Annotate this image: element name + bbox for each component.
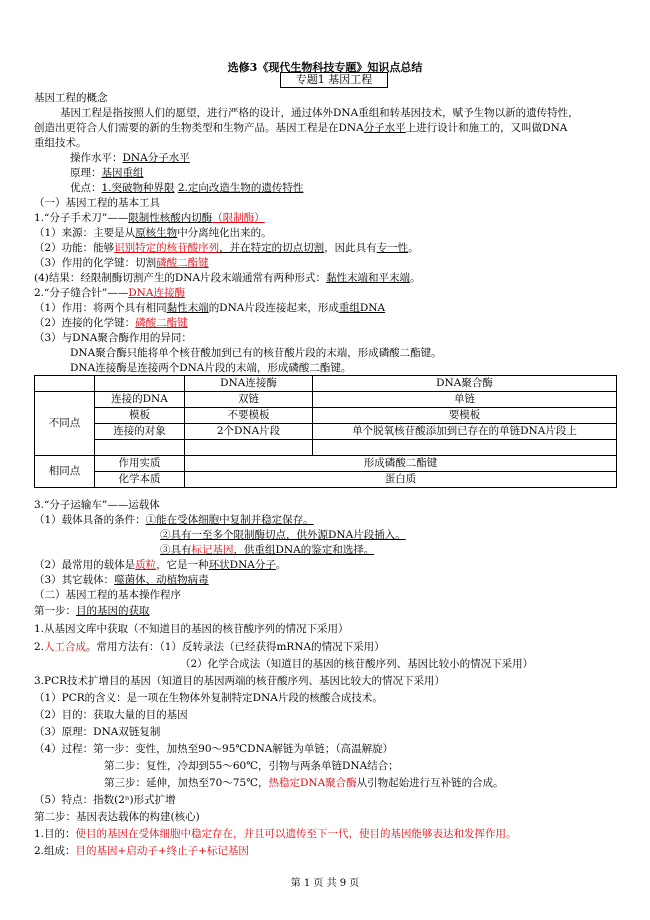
underlined-term: 重组DNA — [338, 302, 386, 314]
table-cell: 2个DNA片段 — [185, 424, 313, 440]
highlighted-term: 热稳定DNA聚合酶 — [268, 777, 357, 789]
paragraph-line: DNA连接酶是连接两个DNA片段的末端，形成磷酸二酯键。 — [70, 362, 352, 374]
table-header: DNA聚合酶 — [313, 376, 617, 392]
table-cell: 要模板 — [313, 408, 617, 424]
highlighted-term: 质粒 — [135, 559, 157, 571]
text: 1.“分子手术刀”—— — [34, 212, 129, 224]
topic-box: 专题1 基因工程 — [280, 72, 388, 88]
list-item — [34, 211, 265, 225]
highlighted-term: 人工合成 — [44, 641, 87, 653]
underlined-term: ，并在特定的切点切割 — [219, 242, 325, 254]
list-item — [34, 271, 421, 285]
list-item: （4）过程：第一步：变性，加热至90～95℃DNA解链为单链；（高温解旋） — [34, 743, 394, 755]
definition-line — [70, 166, 144, 180]
table-cell: 单链 — [313, 392, 617, 408]
text: 第三步：延伸，加热至70～75℃， — [104, 777, 269, 789]
list-item — [34, 573, 209, 587]
list-item: 1.从基因文库中获取（不知道目的基因的核苷酸序列的情况下采用） — [34, 623, 349, 635]
underlined-term: 分子水平 — [363, 122, 406, 134]
underlined-term: 环状DNA分子 — [208, 559, 276, 571]
table-row — [35, 408, 617, 424]
document-title: 选修3《现代生物科技专题》知识点总结 — [227, 61, 423, 74]
table-cell — [313, 440, 617, 456]
list-item — [34, 316, 188, 330]
list-item: （2）目的：获取大量的目的基因 — [34, 709, 188, 721]
text: 2.“分子缝合针”—— — [34, 287, 129, 299]
table-cell: 双链 — [185, 392, 313, 408]
list-item — [160, 543, 374, 557]
highlighted-term: 使目的基因在受体细胞中稳定存在，并且可以遗传至下一代，使目的基因能够表达和发挥作用。 — [75, 828, 517, 840]
comparison-table — [34, 375, 617, 488]
table-cell: 作用实质 — [95, 456, 185, 472]
text: 1.目的： — [34, 828, 76, 840]
text: ③具有 — [160, 544, 192, 556]
text: 。 — [275, 559, 287, 571]
list-item: 第二步：复性，冷却到55～60℃，引物与两条单链DNA结合； — [104, 760, 399, 772]
definition-line — [70, 181, 303, 195]
text: 创造出更符合人们需要的新的生物类型和生物产品。基因工程是在DNA — [34, 122, 364, 134]
list-item: （1）PCR的含义：是一项在生物体外复制特定DNA片段的核酸合成技术。 — [34, 692, 383, 704]
table-row — [35, 376, 617, 392]
table-cell — [35, 376, 95, 392]
page-footer: 第 1 页 共 9 页 — [290, 878, 360, 889]
underlined-term: 限制性核酸内切酶 — [128, 212, 213, 224]
text: 2. — [34, 641, 45, 653]
step-heading — [34, 604, 150, 618]
table-cell: 不要模板 — [185, 408, 313, 424]
table-header: DNA连接酶 — [185, 376, 313, 392]
text: 2.组成： — [34, 845, 76, 857]
list-item: （5）特点：指数(2ⁿ)形式扩增 — [34, 794, 176, 806]
table-cell: 化学本质 — [95, 472, 185, 488]
highlighted-term: 识别特定的核苷酸序列 — [114, 242, 220, 254]
highlighted-term: 磷酸二酯键 — [135, 317, 188, 329]
highlighted-term: （限制酶） — [212, 212, 265, 224]
list-item — [34, 241, 419, 255]
underlined-term: 基因重组 — [101, 167, 144, 179]
underlined-term: 黏性末端和平末端 — [326, 272, 411, 284]
underlined-term: DNA分子水平 — [122, 152, 190, 164]
text: 。 — [410, 272, 421, 284]
definition-line — [70, 151, 190, 165]
list-item — [34, 226, 272, 240]
underlined-term: 目的基因的获取 — [76, 605, 150, 617]
row-group-label: 相同点 — [35, 456, 95, 488]
underlined-term: 噬菌体、动植物病毒 — [114, 574, 209, 586]
text: ，因此具有 — [324, 242, 377, 254]
text: （2）最常用的载体是 — [34, 559, 136, 571]
highlighted-term: 磷酸二酯键 — [156, 257, 209, 269]
text: 中分离纯化出来的。 — [177, 227, 272, 239]
list-item — [34, 827, 517, 841]
table-cell: 连接的DNA — [95, 392, 185, 408]
label: 操作水平： — [70, 152, 123, 164]
list-item — [34, 301, 385, 315]
text: （3）作用的化学键：切割 — [34, 257, 157, 269]
paragraph-line: 基因工程是指按照人们的愿望，进行严格的设计，通过体外DNA重组和转基因技术，赋予生物以新的遗传特性， — [60, 107, 579, 119]
text: 的DNA片段连接起来，形成 — [208, 302, 339, 314]
list-item — [34, 513, 314, 527]
list-item: 3.“分子运输车”——运载体 — [34, 499, 160, 511]
paragraph-line — [34, 121, 567, 135]
list-item — [34, 844, 249, 858]
underlined-term: 专一性 — [376, 242, 409, 254]
highlighted-term: DNA连接酶 — [128, 287, 185, 299]
table-row — [35, 440, 617, 456]
table-cell: 形成磷酸二酯键 — [185, 456, 617, 472]
paragraph-line: DNA聚合酶只能将单个核苷酸加到已有的核苷酸片段的末端，形成磷酸二酯键。 — [70, 347, 442, 359]
section-heading: （二）基因工程的基本操作程序 — [34, 589, 181, 601]
list-item: （3）原理：DNA双链复制 — [34, 726, 161, 738]
text: （1）来源：主要是从 — [34, 227, 136, 239]
list-item — [34, 558, 286, 572]
label: 原理： — [70, 167, 102, 179]
text: (4)结果：经限制酶切割产生的DNA片段末端通常有两种形式： — [34, 272, 327, 284]
table-cell: 单个脱氧核苷酸添加到已存在的单链DNA片段上 — [313, 424, 617, 440]
list-item: 3.PCR技术扩增目的基因（知道目的基因两端的核苷酸序列、基因比较大的情况下采用） — [34, 675, 446, 687]
list-item: （3）与DNA聚合酶作用的异同： — [34, 332, 192, 344]
text: ，它是一种 — [156, 559, 209, 571]
underlined-term: 黏性末端 — [166, 302, 209, 314]
text: （2）连接的化学键： — [34, 317, 136, 329]
paragraph-line: 重组技术。 — [34, 137, 87, 149]
text: （2）功能：能够 — [34, 242, 115, 254]
underlined-term: ①能在受体细胞中复制并稳定保存。 — [145, 514, 314, 526]
text: ，供重组DNA的鉴定和选择。 — [233, 544, 375, 556]
text: 从引物起始进行互补链的合成。 — [356, 777, 504, 789]
highlighted-term: 目的基因+启动子+终止子+标记基因 — [75, 845, 249, 857]
list-item — [34, 640, 385, 654]
text: 。 — [408, 242, 419, 254]
text: 。常用方法有：（1）反转录法（已经获得mRNA的情况下采用） — [86, 641, 385, 653]
table-row — [35, 472, 617, 488]
section-heading: （一）基因工程的基本工具 — [34, 197, 160, 209]
table-cell — [95, 440, 185, 456]
table-cell — [95, 376, 185, 392]
underlined-term: 原核生物 — [135, 227, 178, 239]
highlighted-term: 标记基因 — [191, 544, 234, 556]
table-cell — [185, 440, 313, 456]
text: （3）其它载体： — [34, 574, 115, 586]
list-item — [104, 776, 504, 790]
text: （1）载体具备的条件： — [34, 514, 146, 526]
text: （1）作用：将两个具有相同 — [34, 302, 167, 314]
text: 第一步： — [34, 605, 76, 617]
list-item: （2）化学合成法（知道目的基因的核苷酸序列、基因比较小的情况下采用） — [180, 658, 534, 670]
table-cell: 模板 — [95, 408, 185, 424]
text: 上进行设计和施工的，又叫做DNA — [405, 122, 568, 134]
table-row — [35, 424, 617, 440]
list-item — [34, 286, 185, 300]
section-heading: 基因工程的概念 — [34, 92, 108, 104]
underlined-term: 1.突破物种界限 — [101, 182, 175, 194]
list-item — [34, 256, 209, 270]
list-item: ②具有一至多个限制酶切点，供外源DNA片段插入。 — [160, 529, 406, 541]
table-row — [35, 392, 617, 408]
underlined-term: 2.定向改造生物的遗传特性 — [177, 182, 304, 194]
row-group-label: 不同点 — [35, 392, 95, 456]
table-cell: 蛋白质 — [185, 472, 617, 488]
table-row — [35, 456, 617, 472]
label: 优点： — [70, 182, 102, 194]
table-cell: 连接的对象 — [95, 424, 185, 440]
step-heading: 第二步：基因表达载体的构建(核心) — [34, 811, 200, 823]
